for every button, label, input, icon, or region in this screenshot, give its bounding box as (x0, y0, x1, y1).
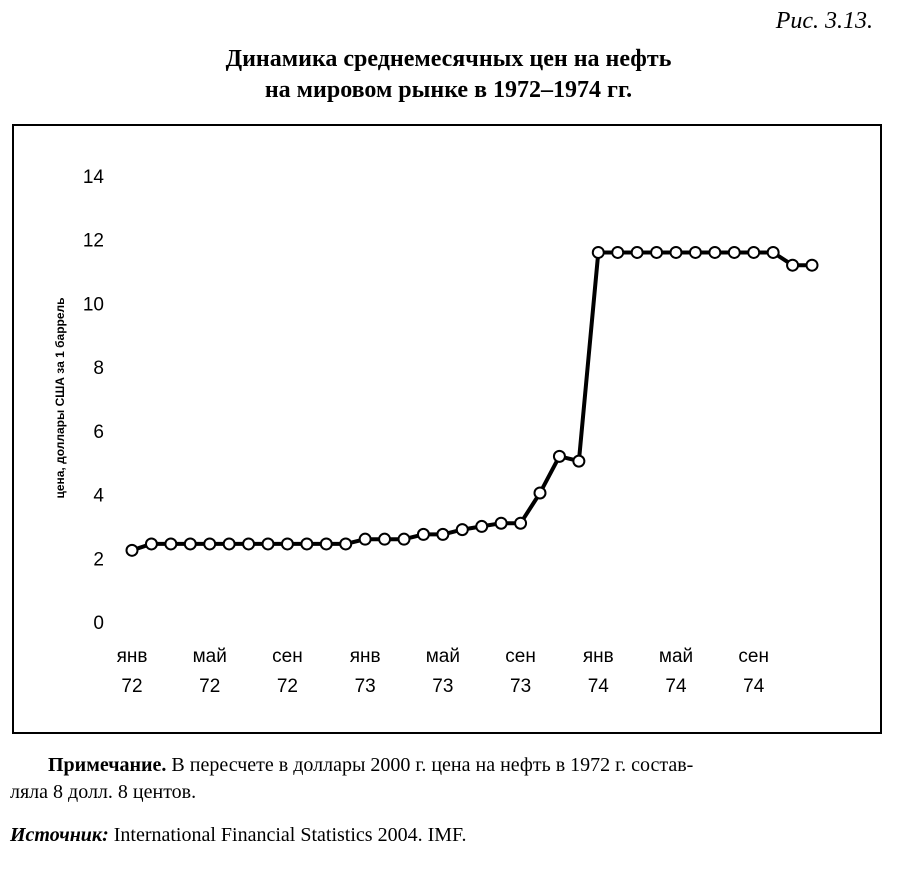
x-tick-month-label: сен (505, 646, 536, 667)
source (10, 824, 467, 847)
note (10, 752, 880, 806)
data-point (399, 534, 410, 545)
y-tick-label: 10 (82, 294, 104, 316)
x-ticks (117, 646, 769, 697)
y-tick-label: 0 (93, 613, 104, 634)
note-text-line-2: ляла 8 долл. 8 центов. (10, 781, 197, 803)
data-point (224, 538, 235, 549)
x-tick-year-label: 72 (121, 676, 143, 697)
data-point (204, 538, 215, 549)
data-point (146, 538, 157, 549)
data-point (418, 529, 429, 540)
x-tick-year-label: 74 (587, 676, 609, 697)
data-point (787, 260, 798, 271)
data-point (729, 247, 740, 258)
data-point (515, 518, 526, 529)
y-tick-label: 12 (82, 230, 104, 252)
data-point (185, 538, 196, 549)
chart-title-line-2: на мировом рынке в 1972–1974 гг. (264, 77, 633, 103)
x-tick-year-label: 72 (276, 676, 298, 697)
data-point (437, 529, 448, 540)
source-text: International Financial Statistics 2004. IMF. (113, 824, 467, 846)
x-tick-month-label: май (192, 646, 227, 667)
source-lead: Источник: (10, 824, 109, 846)
data-point (321, 538, 332, 549)
data-point (301, 538, 312, 549)
data-point (632, 247, 643, 258)
x-tick-month-label: сен (272, 646, 303, 667)
x-tick-year-label: 72 (199, 676, 221, 697)
line-chart (14, 126, 880, 732)
figure-label: Рис. 3.13. (775, 8, 873, 34)
data-point (554, 451, 565, 462)
y-tick-label: 4 (93, 485, 104, 507)
data-point (768, 247, 779, 258)
data-point (282, 538, 293, 549)
y-tick-label: 8 (93, 358, 104, 380)
data-point (243, 538, 254, 549)
x-tick-month-label: сен (738, 646, 769, 667)
x-tick-year-label: 74 (743, 676, 765, 697)
y-tick-label: 2 (93, 549, 104, 571)
x-tick-month-label: май (425, 646, 460, 667)
note-text-line-1: В пересчете в доллары 2000 г. цена на нефть в 1972 г. состав- (171, 754, 694, 776)
y-tick-label: 6 (93, 421, 104, 443)
price-series (127, 247, 818, 556)
data-point (127, 545, 138, 556)
data-point (593, 247, 604, 258)
data-point (573, 456, 584, 467)
data-point (690, 247, 701, 258)
chart-title-line-1: Динамика среднемесячных цен на нефть (225, 46, 672, 72)
y-tick-label: 14 (82, 167, 104, 188)
y-axis-label: цена, доллары США за 1 баррель (53, 297, 67, 499)
y-ticks (83, 167, 105, 634)
x-tick-month-label: янв (349, 646, 381, 667)
data-point (807, 260, 818, 271)
data-point (612, 247, 623, 258)
data-point (165, 538, 176, 549)
note-lead: Примечание. (48, 754, 167, 776)
series-line (132, 253, 812, 551)
x-tick-year-label: 74 (665, 676, 687, 697)
data-point (748, 247, 759, 258)
x-tick-year-label: 73 (510, 676, 532, 697)
x-tick-month-label: май (658, 646, 694, 667)
data-point (379, 534, 390, 545)
data-point (651, 247, 662, 258)
data-point (340, 538, 351, 549)
data-point (535, 487, 546, 498)
chart-frame (12, 124, 882, 734)
data-point (263, 538, 274, 549)
data-point (457, 524, 468, 535)
x-tick-year-label: 73 (354, 676, 376, 697)
data-point (496, 518, 507, 529)
data-point (709, 247, 720, 258)
chart-title (0, 44, 897, 106)
x-tick-month-label: янв (582, 646, 614, 667)
x-tick-year-label: 73 (432, 676, 454, 697)
data-point (360, 534, 371, 545)
data-point (671, 247, 682, 258)
y-axis-label-group (53, 297, 67, 498)
data-point (476, 521, 487, 532)
x-tick-month-label: янв (116, 646, 148, 667)
